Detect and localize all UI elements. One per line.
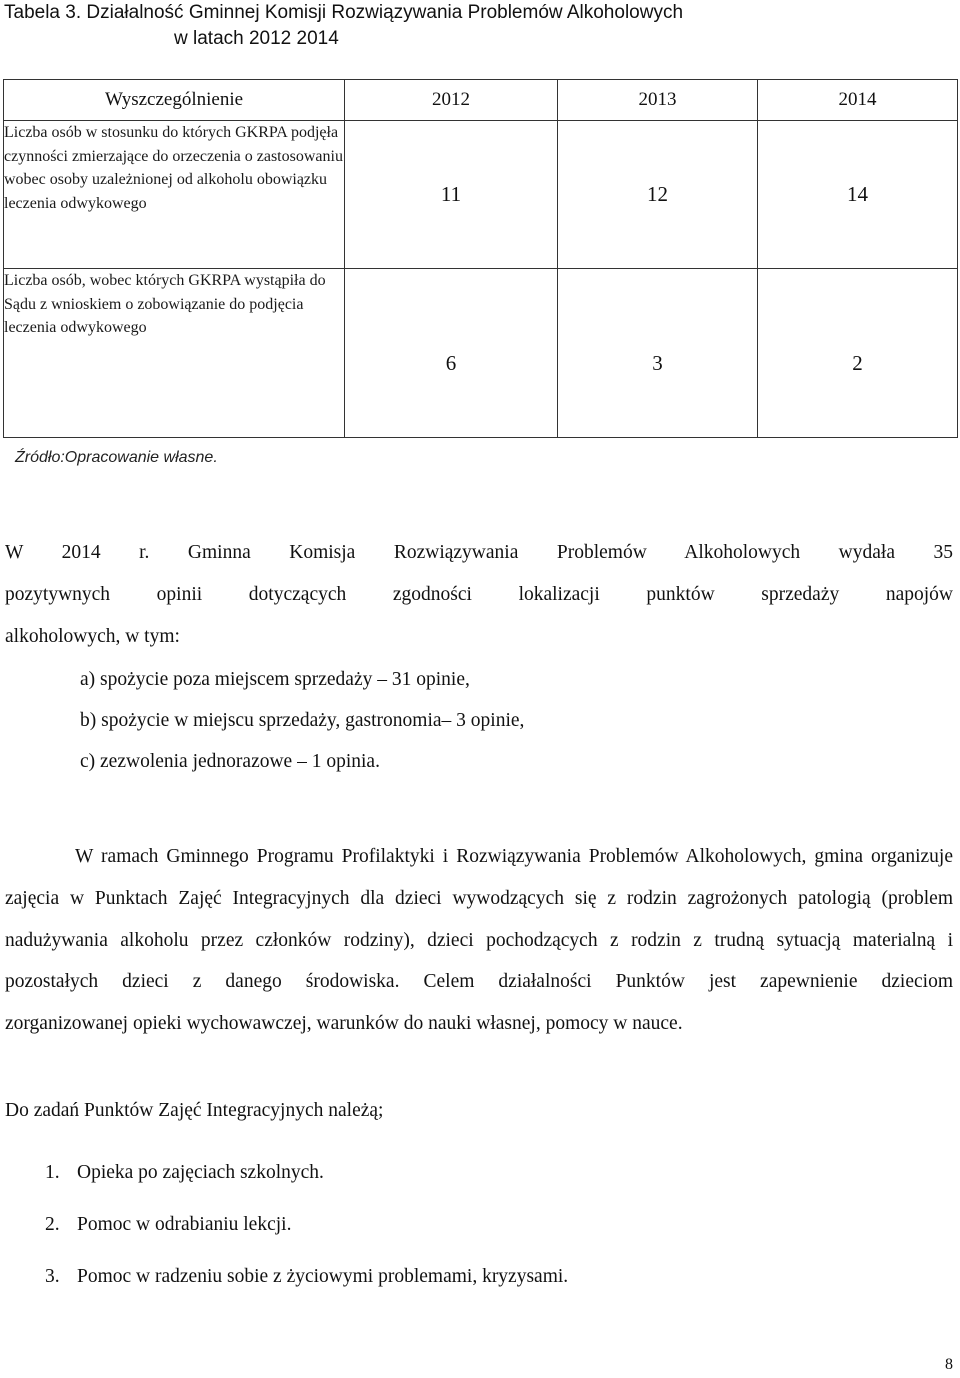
paragraph-line: W 2014 r. Gminna Komisja Rozwiązywania Problemów Alkoholowych wydała 35 [5, 542, 953, 563]
row-value: 6 [345, 269, 558, 438]
paragraph-line: alkoholowych, w tym: [5, 626, 180, 647]
header-year: 2014 [758, 80, 958, 121]
list-item [45, 1258, 568, 1310]
paragraph-line: pozytywnych opinii dotyczących zgodności lokalizacji punktów sprzedaży napojów [5, 584, 953, 605]
paragraph-body: W ramach Gminnego Programu Profilaktyki i Rozwiązywania Problemów Alkoholowych, gmina organizuje zajęcia w Punktach Zajęć Integracyjnych dla dzieci wywodzących się z rodzin zagrożonych patologią (problem nadużywania alkoholu przez członków rodziny), dzieci pochodzących z rodzin z trudną sytuacją materialną i pozostałych dzieci z danego środowiska. Celem działalności Punktów jest zapewnienie dzieciom [5, 846, 953, 993]
row-value: 2 [758, 269, 958, 438]
header-label: Wyszczególnienie [4, 80, 345, 121]
list-item: c) zezwolenia jednorazowe – 1 opinia. [80, 751, 380, 772]
row-label: Liczba osób w stosunku do których GKRPA podjęła czynności zmierzające do orzeczenia o zastosowaniu wobec osoby uzależnionej od alkoholu obowiązku leczenia odwykowego [4, 121, 345, 269]
list-text: Pomoc w radzeniu sobie z życiowymi problemami, kryzysami. [77, 1266, 569, 1287]
list-number: 1. [45, 1162, 60, 1183]
row-value: 3 [558, 269, 758, 438]
header-year: 2012 [345, 80, 558, 121]
header-year: 2013 [558, 80, 758, 121]
tasks-list [45, 1154, 568, 1310]
list-text: Pomoc w odrabianiu lekcji. [77, 1214, 292, 1235]
activity-table [3, 79, 958, 438]
row-value: 14 [758, 121, 958, 269]
paragraph-opinions [5, 532, 953, 658]
opinion-breakdown [80, 659, 524, 782]
source-note: Źródło:Opracowanie własne. [15, 449, 218, 466]
list-item [45, 1206, 568, 1258]
paragraph-last-line: zorganizowanej opieki wychowawczej, warunków do nauki własnej, pomocy w nauce. [5, 1013, 683, 1035]
caption-line-1: Tabela 3. Działalność Gminnej Komisji Rozwiązywania Problemów Alkoholowych [4, 2, 684, 23]
table-row [4, 269, 958, 438]
list-number: 2. [45, 1214, 60, 1235]
list-item: b) spożycie w miejscu sprzedaży, gastronomia– 3 opinie, [80, 710, 525, 731]
table-row [4, 121, 958, 269]
paragraph-program [5, 836, 953, 1045]
tasks-intro: Do zadań Punktów Zajęć Integracyjnych należą; [5, 1100, 384, 1121]
list-item [45, 1154, 568, 1206]
list-item: a) spożycie poza miejscem sprzedaży – 31 opinie, [80, 669, 470, 690]
row-value: 11 [345, 121, 558, 269]
table-header-row [4, 80, 958, 121]
caption-line-2: w latach 2012 2014 [174, 28, 339, 49]
list-text: Opieka po zajęciach szkolnych. [77, 1162, 324, 1183]
row-value: 12 [558, 121, 758, 269]
list-number: 3. [45, 1266, 60, 1287]
row-label: Liczba osób, wobec których GKRPA wystąpiła do Sądu z wnioskiem o zobowiązanie do podjęcia leczenia odwykowego [4, 269, 345, 438]
page-number: 8 [945, 1356, 953, 1373]
